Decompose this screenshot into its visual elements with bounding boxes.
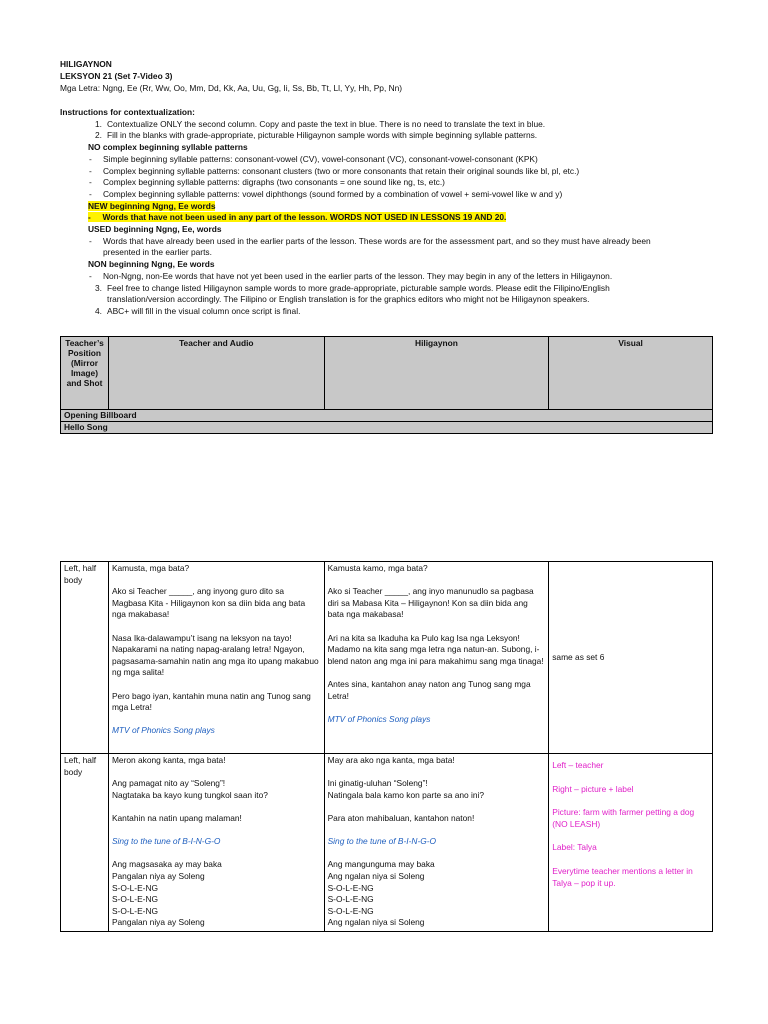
item-number: 2. <box>95 130 102 141</box>
script-line: Kamusta, mga bata? <box>111 563 190 573</box>
pattern-item: Simple beginning syllable patterns: consonant-vowel (CV), vowel-consonant (VC), consonant-vowel-consonant (KPK) <box>103 153 538 164</box>
instruction-item: Fill in the blanks with grade-appropriate, picturable Hiligaynon sample words with simple beginning syllable patterns. <box>107 130 538 141</box>
script-table <box>60 561 713 932</box>
section-hello-song: Hello Song <box>61 422 713 434</box>
used-words-text: Words that have already been used in the earlier parts of the lesson. These words are for the assessment part, and so they must have already been <box>103 235 651 246</box>
language-title: HILIGAYNON <box>60 59 112 69</box>
script-header-table <box>60 336 713 434</box>
hiligaynon-cell <box>324 562 549 754</box>
item-number: 3. <box>95 282 102 293</box>
script-line: Nasa Ika-dalawampu’t isang na leksyon na tayo! Napakarami na nating napag-aralang letra! Ngayon, pagsasama-samahin natin ang mga ito upang makabuo ng mga salita! <box>111 632 319 678</box>
script-line: Ini ginatig-uluhan “Soleng”! Natingala bala kamo kon parte sa ano ini? <box>327 778 485 800</box>
script-line: Ako si Teacher _____, ang inyong guro dito sa Magbasa Kita - Hiligaynon kon sa diin bida ang bata nga makabasa! <box>111 586 306 620</box>
item-number: 4. <box>95 305 102 316</box>
instruction-item-cont: translation/version accordingly. The Filipino or English translation is for the graphics editors who might not be Hiligaynon speakers. <box>107 294 590 305</box>
bullet-spacer <box>88 247 103 259</box>
new-words-text: Words that have not been used in any part of the lesson. WORDS NOT USED IN LESSONS 19 AND 20. <box>102 212 507 223</box>
table-row <box>61 562 713 754</box>
new-words-heading: NEW beginning Ngng, Ee words <box>88 200 216 211</box>
column-header-position: Teacher’s Position (Mirror Image) and Shot <box>61 337 109 410</box>
bullet-dash: - <box>89 188 92 199</box>
non-words-text: Non-Ngng, non-Ee words that have not yet been used in the earlier parts of the lesson. They may begin in any of the letters in Hiligaynon. <box>103 270 613 281</box>
non-words-heading: NON beginning Ngng, Ee words <box>88 259 215 270</box>
visual-note: Right – picture + label <box>552 783 634 794</box>
used-words-text-cont: presented in the earlier parts. <box>103 247 212 258</box>
script-line: Kamusta kamo, mga bata? <box>327 563 428 573</box>
bullet-dash: - <box>88 212 103 223</box>
script-line: Kantahin na natin upang malaman! <box>111 812 242 823</box>
visual-note: Picture: farm with farmer petting a dog (NO LEASH) <box>552 807 695 829</box>
bullet-dash: - <box>89 177 92 188</box>
instructions-title: Instructions for contextualization: <box>60 107 195 117</box>
song-lyrics: Ang mangunguma may baka Ang ngalan niya si Soleng S-O-L-E-NG S-O-L-E-NG S-O-L-E-NG Ang ngalan niya si Soleng <box>327 859 435 928</box>
bullet-dash: - <box>89 270 92 281</box>
instruction-item: Feel free to change listed Hiligaynon sample words to more grade-appropriate, picturable sample words. Please edit the Filipino/English <box>107 282 610 293</box>
section-opening-billboard: Opening Billboard <box>61 410 713 422</box>
visual-note: Left – teacher <box>552 760 604 770</box>
bullet-dash: - <box>89 165 92 176</box>
lesson-title: LEKSYON 21 (Set 7-Video 3) <box>60 71 173 81</box>
cue-line: Sing to the tune of B-I-N-G-O <box>327 836 437 847</box>
column-header-hiligaynon: Hiligaynon <box>324 337 549 410</box>
bullet-dash: - <box>89 235 92 246</box>
script-line: Para aton mahibaluan, kantahon naton! <box>327 812 475 823</box>
script-line: Pero bago iyan, kantahin muna natin ang Tunog sang mga Letra! <box>111 690 311 713</box>
position-cell: Left, half body <box>61 562 109 754</box>
column-header-visual: Visual <box>549 337 713 410</box>
visual-cell <box>549 754 713 932</box>
script-line: Ari na kita sa Ikaduha ka Pulo kag Isa nga Leksyon! Madamo na kita sang mga letra nga natun-an. Subong, i-blend naton ang mga ini para makahimu sang mga tinaga! <box>327 632 544 666</box>
used-words-heading: USED beginning Ngng, Ee, words <box>88 224 222 235</box>
hiligaynon-cell <box>324 754 549 932</box>
pattern-item: Complex beginning syllable patterns: vowel diphthongs (sound formed by a combination of vowel + semi-vowel like w and y) <box>103 188 563 199</box>
teacher-audio-cell <box>108 562 324 754</box>
instructions-block <box>60 107 720 318</box>
cue-line: MTV of Phonics Song plays <box>327 713 431 724</box>
script-line: Meron akong kanta, mga bata! <box>111 755 226 765</box>
instruction-item: ABC+ will fill in the visual column once script is final. <box>107 305 301 316</box>
script-line: May ara ako nga kanta, mga bata! <box>327 755 455 765</box>
teacher-audio-cell <box>108 754 324 932</box>
column-header-teacher-audio: Teacher and Audio <box>108 337 324 410</box>
item-number-spacer <box>88 294 107 306</box>
new-words-item <box>88 212 506 222</box>
pattern-item: Complex beginning syllable patterns: digraphs (two consonants = one sound like ng, ts, etc.) <box>103 177 445 188</box>
no-complex-heading: NO complex beginning syllable patterns <box>88 142 248 153</box>
pattern-item: Complex beginning syllable patterns: consonant clusters (two or more consonants that retain their original sounds like bl, pl, etc.) <box>103 165 580 176</box>
song-lyrics: Ang magsasaka ay may baka Pangalan niya ay Soleng S-O-L-E-NG S-O-L-E-NG S-O-L-E-NG Pangalan niya ay Soleng <box>111 859 222 928</box>
instruction-item: Contextualize ONLY the second column. Copy and paste the text in blue. There is no need to translate the text in blue. <box>107 118 546 129</box>
letters-line: Mga Letra: Ngng, Ee (Rr, Ww, Oo, Mm, Dd, Kk, Aa, Uu, Gg, Ii, Ss, Bb, Tt, Ll, Yy, Hh, Pp, Nn) <box>60 83 403 93</box>
table-row <box>61 754 713 932</box>
position-cell: Left, half body <box>61 754 109 932</box>
bullet-dash: - <box>89 153 92 164</box>
script-line: Antes sina, kantahon anay naton ang Tunog sang mga Letra! <box>327 678 531 701</box>
script-line: Ako si Teacher _____, ang inyo manunudlo sa pagbasa diri sa Mabasa Kita – Hiligaynon! Kon sa diin bida ang bata nga makabasa! <box>327 586 534 620</box>
visual-note: Label: Talya <box>552 842 597 853</box>
visual-cell <box>549 562 713 754</box>
script-line: Ang pamagat nito ay “Soleng”! Nagtataka ba kayo kung tungkol saan ito? <box>111 778 268 800</box>
cue-line: Sing to the tune of B-I-N-G-O <box>111 836 221 847</box>
item-number: 1. <box>95 118 102 129</box>
visual-note: same as set 6 <box>552 651 605 662</box>
visual-note: Everytime teacher mentions a letter in Talya – pop it up. <box>552 865 693 888</box>
cue-line: MTV of Phonics Song plays <box>111 725 215 736</box>
